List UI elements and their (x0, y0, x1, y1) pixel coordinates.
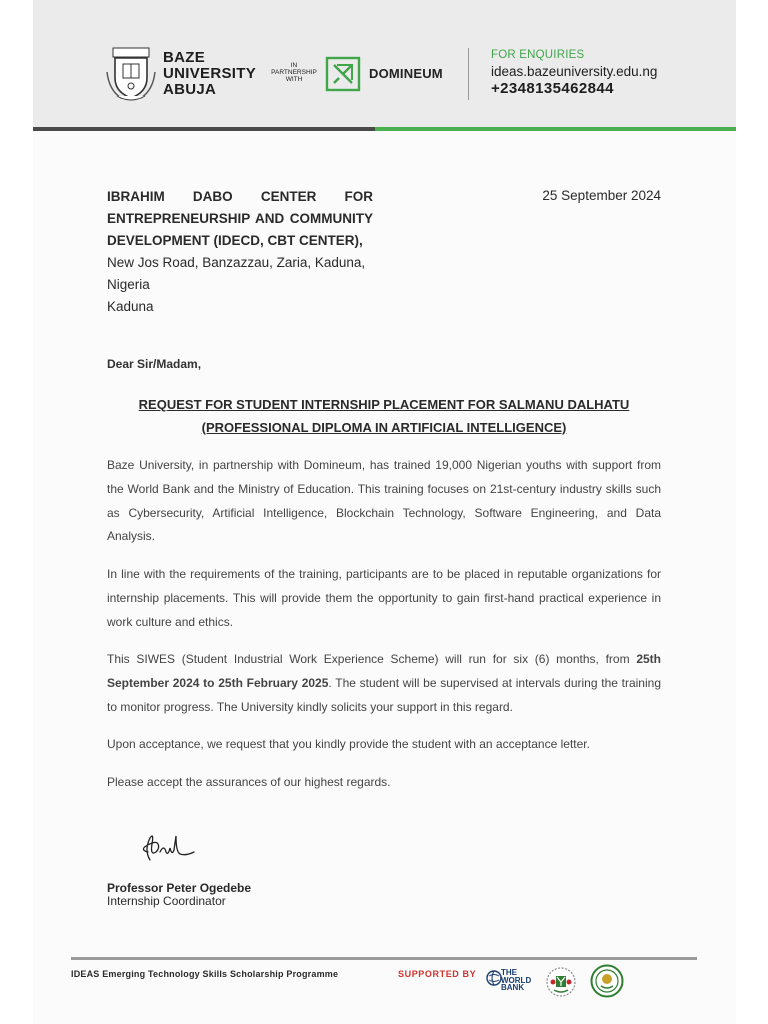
world-bank-logo-text (501, 969, 531, 992)
ministry-seal-icon (590, 964, 624, 998)
signatory-role: Internship Coordinator (107, 894, 226, 908)
partnership-line3: WITH (285, 76, 303, 83)
recipient-address-line3: Kaduna (107, 299, 154, 314)
body-paragraph-1: Baze University, in partnership with Domineum, has trained 19,000 Nigerian youths with support from the World Bank and the Ministry of Education. This training focuses on 21st-century industry skills such as Cybersecurity, Artificial Intelligence, Blockchain Technology, Software Engineering, and Data Analysis. (107, 458, 661, 544)
recipient-address (107, 186, 373, 318)
baze-crest-logo (105, 46, 157, 102)
recipient-org-name: IBRAHIM DABO CENTER FOR ENTREPRENEURSHIP AND COMMUNITY DEVELOPMENT (IDECD, CBT CENTER), (107, 189, 373, 248)
partner-name: DOMINEUM (369, 66, 443, 81)
nigeria-coat-of-arms-icon (545, 966, 577, 998)
letter-date: 25 September 2024 (542, 188, 661, 203)
partnership-line2: PARTNERSHIP (271, 69, 317, 76)
world-bank-globe-icon (486, 970, 502, 986)
subject-line2: (PROFESSIONAL DIPLOMA IN ARTIFICIAL INTELLIGENCE) (201, 420, 567, 435)
internship-period: 25th September 2024 to 25th February 2025 (107, 652, 661, 690)
university-name (163, 50, 256, 98)
body-paragraph-4: Upon acceptance, we request that you kindly provide the student with an acceptance letter. (107, 737, 590, 751)
domineum-logo-icon (325, 56, 361, 92)
body-paragraph-5: Please accept the assurances of our highest regards. (107, 775, 391, 789)
university-name-line1: BAZE (163, 49, 206, 66)
enquiries-label: FOR ENQUIRIES (491, 49, 585, 61)
subject-line1: REQUEST FOR STUDENT INTERNSHIP PLACEMENT FOR SALMANU DALHATU (138, 397, 630, 412)
body-paragraph-3 (107, 648, 661, 719)
recipient-address-line1: New Jos Road, Banzazzau, Zaria, Kaduna, (107, 255, 366, 270)
recipient-address-line2: Nigeria (107, 277, 150, 292)
body-paragraph-3-pre: This SIWES (Student Industrial Work Experience Scheme) will run for six (6) months, from (107, 652, 637, 666)
body-paragraph-2: In line with the requirements of the training, participants are to be placed in reputable organizations for internship placements. This will provide them the opportunity to gain first-hand practical experience in work culture and ethics. (107, 567, 661, 629)
footer-divider (71, 957, 697, 960)
header-accent-bar-dark (33, 127, 375, 131)
signature-image (136, 830, 200, 866)
letter-subject (107, 393, 661, 439)
enquiries-website: ideas.bazeuniversity.edu.ng (491, 64, 658, 79)
body-paragraph-3-post: . The student will be supervised at intervals during the training to monitor progress. The University kindly solicits your support in this regard. (107, 675, 661, 714)
partnership-text (265, 62, 323, 83)
header-divider (468, 48, 469, 100)
world-bank-line2: WORLD (501, 975, 532, 985)
university-name-line3: ABUJA (163, 81, 217, 98)
header-accent-bar-green (375, 127, 736, 131)
footer-programme-name: IDEAS Emerging Technology Skills Scholarship Programme (71, 969, 339, 979)
university-name-line2: UNIVERSITY (163, 65, 257, 82)
signatory-name: Professor Peter Ogedebe (107, 881, 252, 895)
salutation: Dear Sir/Madam, (107, 357, 202, 371)
letter-page (33, 0, 736, 1024)
footer-supported-by: SUPPORTED BY (398, 969, 477, 979)
world-bank-line1: THE (501, 968, 517, 977)
enquiries-phone: +2348135462844 (491, 80, 614, 97)
letterhead (33, 0, 736, 128)
partnership-line1: IN (290, 62, 298, 69)
world-bank-line3: BANK (501, 983, 525, 992)
